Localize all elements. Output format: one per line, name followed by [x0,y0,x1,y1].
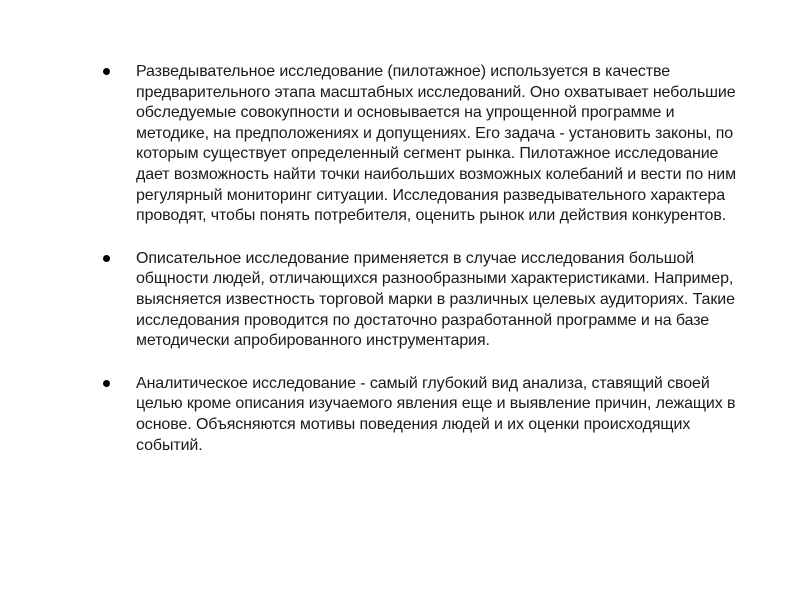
bullet-list [96,62,746,478]
bullet-text-descriptive: Описательное исследование применяется в случае исследования большой общности людей, отличающихся разнообразными характеристиками. Например, выясняется известность торговой марки в различных целевых аудиториях. Такие исследования проводится по достаточно разработанной программе и на базе методически апробированного инструментария. [136,249,735,350]
bullet-point-icon [103,255,110,262]
bullet-item-descriptive [96,249,746,352]
bullet-item-exploratory [96,62,746,227]
bullet-text-exploratory: Разведывательное исследование (пилотажное) используется в качестве предварительного этапа масштабных исследований. Оно охватывает небольшие обследуемые совокупности и основывается на упрощенной программе и методике, на предположениях и допущениях. Его задача - установить законы, по которым существует определенный сегмент рынка. Пилотажное исследование дает возможность найти точки наибольших возможных колебаний и вести по ним регулярный мониторинг ситуации. Исследования разведывательного характера проводят, чтобы понять потребителя, оценить рынок или действия конкурентов. [136,63,736,225]
bullet-item-analytical [96,374,746,456]
bullet-text-analytical: Аналитическое исследование - самый глубокий вид анализа, ставящий своей целью кроме описания изучаемого явления еще и выявление причин, лежащих в основе. Объясняются мотивы поведения людей и их оценки происходящих событий. [136,374,736,454]
bullet-point-icon [103,68,110,75]
bullet-point-icon [103,380,110,387]
